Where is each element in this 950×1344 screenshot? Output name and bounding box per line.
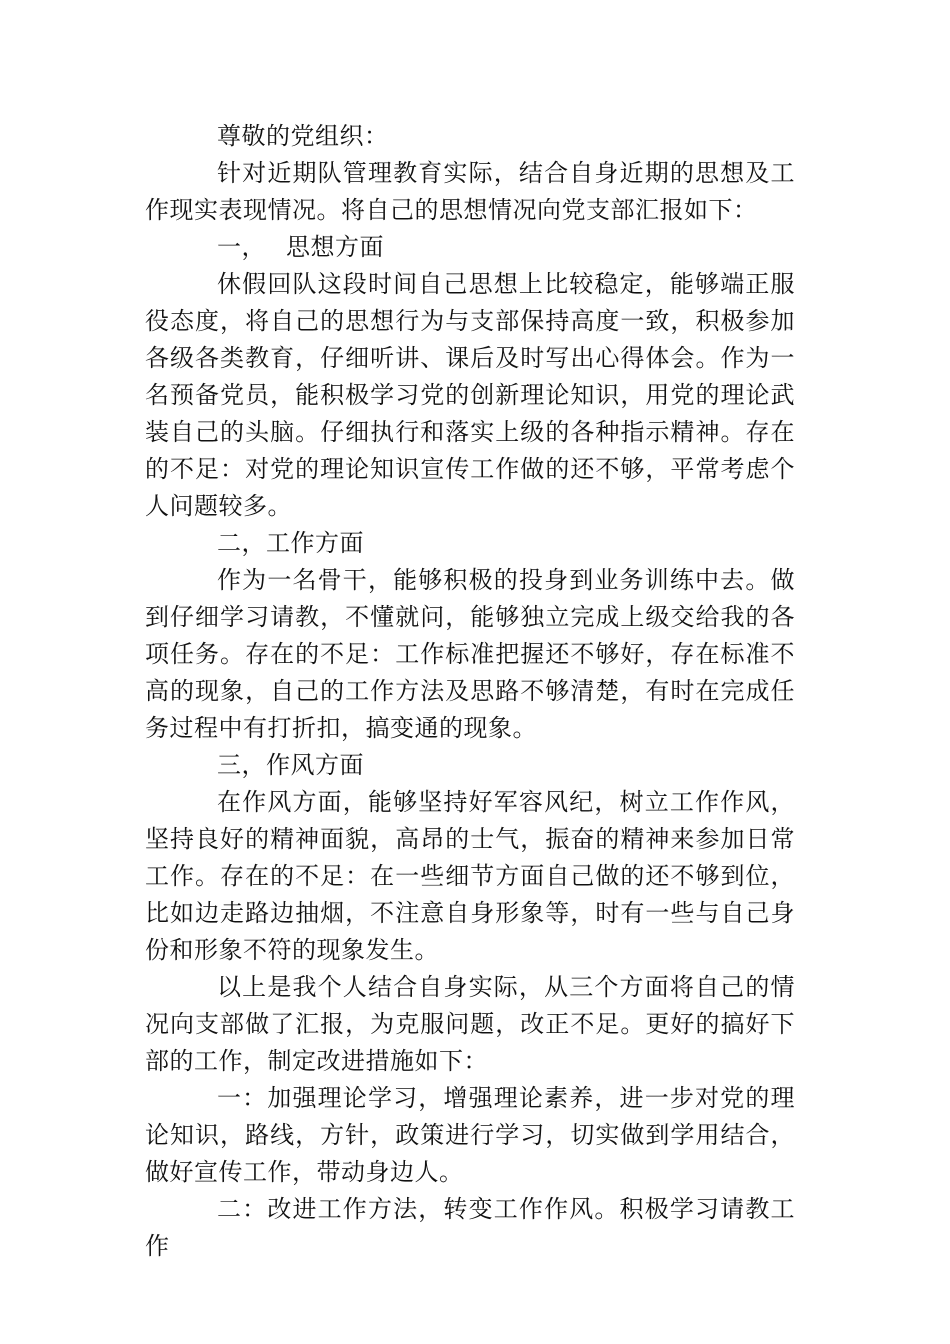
measure-item-2: 二：改进工作方法，转变工作作风。积极学习请教工作 xyxy=(145,1195,795,1260)
summary-paragraph: 以上是我个人结合自身实际，从三个方面将自己的情况向支部做了汇报，为克服问题，改正不足。更好的搞好下部的工作，制定改进措施如下： xyxy=(145,973,795,1075)
section-body-thought: 休假回队这段时间自己思想上比较稳定，能够端正服役态度，将自己的思想行为与支部保持高度一致，积极参加各级各类教育，仔细听讲、课后及时写出心得体会。作为一名预备党员，能积极学习党的创新理论知识，用党的理论武装自己的头脑。仔细执行和落实上级的各种指示精神。存在的不足：对党的理论知识宣传工作做的还不够，平常考虑个人问题较多。 xyxy=(145,270,795,520)
measure-item-1: 一：加强理论学习，增强理论素养，进一步对党的理论知识，路线，方针，政策进行学习，切实做到学用结合，做好宣传工作，带动身边人。 xyxy=(145,1084,795,1186)
section-heading-thought xyxy=(145,229,795,266)
section-title: 作风方面 xyxy=(266,751,364,779)
section-body-work: 作为一名骨干，能够积极的投身到业务训练中去。做到仔细学习请教，不懂就问，能够独立完成上级交给我的各项任务。存在的不足：工作标准把握还不够好，存在标准不高的现象，自己的工作方法及思路不够清楚，有时在完成任务过程中有打折扣，搞变通的现象。 xyxy=(145,566,795,742)
intro-paragraph: 针对近期队管理教育实际，结合自身近期的思想及工作现实表现情况。将自己的思想情况向党支部汇报如下： xyxy=(145,159,795,224)
section-number: 三， xyxy=(217,751,266,779)
section-heading-work xyxy=(145,525,795,562)
document-body xyxy=(145,118,795,1265)
section-number: 一， xyxy=(217,233,266,261)
section-title: 工作方面 xyxy=(266,529,364,557)
section-number: 二， xyxy=(217,529,266,557)
section-body-style: 在作风方面，能够坚持好军容风纪，树立工作作风，坚持良好的精神面貌，高昂的士气，振奋的精神来参加日常工作。存在的不足：在一些细节方面自己做的还不够到位，比如边走路边抽烟，不注意自身形象等，时有一些与自己身份和形象不符的现象发生。 xyxy=(145,788,795,964)
section-title: 思想方面 xyxy=(286,233,384,261)
salutation: 尊敬的党组织： xyxy=(217,122,389,150)
section-heading-style xyxy=(145,747,795,784)
